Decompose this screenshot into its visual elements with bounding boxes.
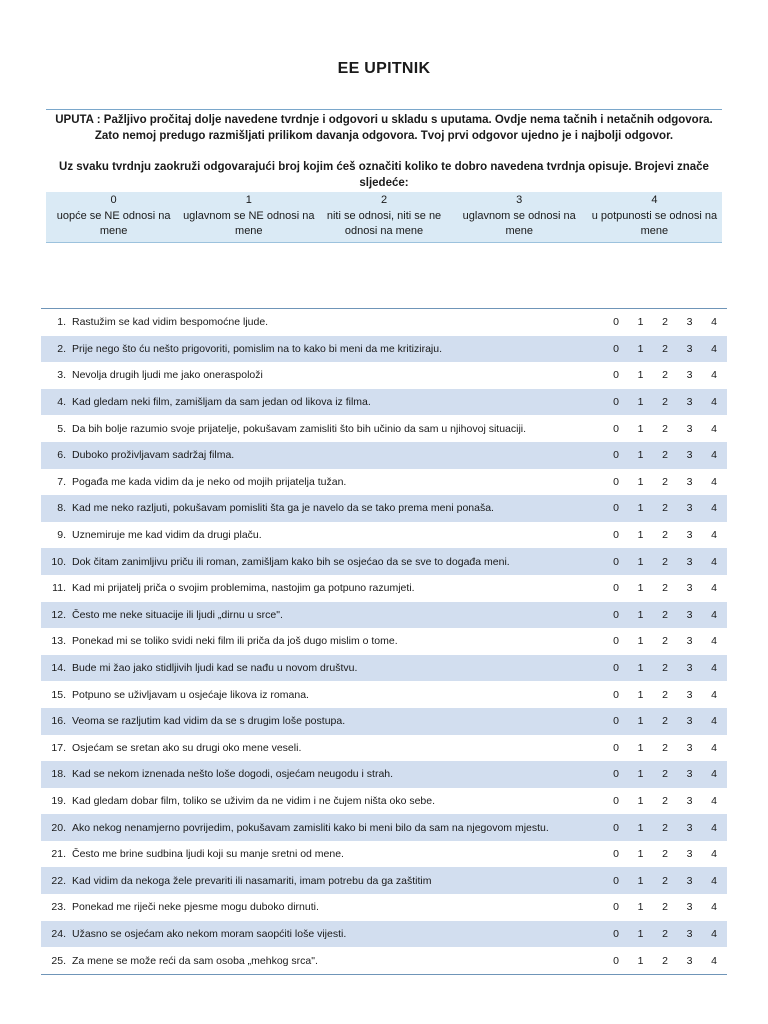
rating-option-1[interactable]: 1 — [637, 821, 644, 834]
item-number: 22. — [51, 874, 66, 887]
rating-option-0[interactable]: 0 — [613, 316, 619, 329]
item-statement: Ponekad mi se toliko svidi neki film ili priča da još dugo mislim o tome. — [72, 635, 398, 648]
rating-option-4[interactable]: 4 — [711, 502, 717, 515]
table-row — [41, 522, 727, 549]
rating-option-4[interactable]: 4 — [711, 954, 717, 967]
rating-options — [609, 502, 727, 514]
rating-options — [609, 609, 727, 621]
rating-option-2[interactable]: 2 — [662, 555, 668, 568]
item-statement: Prije nego što ću nešto prigovoriti, pomislim na to kako bi meni da me kritiziraju. — [72, 342, 442, 355]
rating-options — [609, 396, 727, 408]
item-number: 15. — [51, 688, 66, 701]
rating-option-2[interactable]: 2 — [662, 848, 668, 861]
table-row — [41, 336, 727, 363]
item-statement: Kad vidim da nekoga žele prevariti ili nasamariti, imam potrebu da ga zaštitim — [72, 874, 432, 887]
rating-option-1[interactable]: 1 — [637, 874, 644, 887]
table-row — [41, 575, 727, 602]
table-row — [41, 628, 727, 655]
item-number: 5. — [57, 422, 66, 435]
rating-options — [609, 556, 727, 568]
scale-option-2 — [316, 192, 451, 242]
rating-option-4[interactable]: 4 — [711, 927, 717, 940]
rating-option-2[interactable]: 2 — [662, 529, 668, 542]
item-statement: Kad gledam neki film, zamišljam da sam jedan od likova iz filma. — [72, 396, 371, 409]
item-number: 21. — [51, 848, 66, 861]
rating-option-2[interactable]: 2 — [662, 688, 668, 701]
rating-option-3[interactable]: 3 — [686, 449, 693, 462]
rating-option-0[interactable]: 0 — [613, 954, 619, 967]
rating-option-2[interactable]: 2 — [662, 396, 668, 409]
rating-option-2[interactable]: 2 — [662, 874, 668, 887]
rating-options — [609, 662, 727, 674]
rating-option-3[interactable]: 3 — [686, 529, 693, 542]
rating-option-0[interactable]: 0 — [613, 369, 619, 382]
rating-option-4[interactable]: 4 — [711, 874, 717, 887]
item-number: 16. — [51, 715, 66, 728]
item-statement: Često me brine sudbina ljudi koji su manje sretni od mene. — [72, 848, 344, 861]
item-number: 14. — [51, 662, 66, 675]
questionnaire-table — [41, 308, 727, 975]
rating-option-4[interactable]: 4 — [711, 741, 717, 754]
rating-options — [609, 955, 727, 967]
item-number: 7. — [57, 475, 66, 488]
rating-option-1[interactable]: 1 — [637, 396, 644, 409]
rating-option-1[interactable]: 1 — [637, 954, 644, 967]
rating-option-1[interactable]: 1 — [637, 662, 644, 675]
scale-number: 1 — [245, 194, 252, 206]
rating-option-0[interactable]: 0 — [613, 502, 619, 515]
rating-option-1[interactable]: 1 — [637, 422, 644, 435]
rating-option-2[interactable]: 2 — [662, 821, 668, 834]
item-statement: Veoma se razljutim kad vidim da se s drugim loše postupa. — [72, 715, 346, 728]
rating-scale-legend — [46, 192, 722, 243]
rating-option-0[interactable]: 0 — [613, 608, 619, 621]
rating-option-4[interactable]: 4 — [711, 821, 717, 834]
rating-option-4[interactable]: 4 — [711, 582, 717, 595]
item-number: 11. — [52, 582, 66, 595]
rating-option-2[interactable]: 2 — [662, 316, 668, 329]
rating-option-1[interactable]: 1 — [637, 555, 644, 568]
table-row — [41, 788, 727, 815]
item-statement: Rastužim se kad vidim bespomoćne ljude. — [72, 316, 269, 329]
rating-option-3[interactable]: 3 — [686, 848, 693, 861]
rating-option-3[interactable]: 3 — [686, 901, 693, 914]
rating-options — [609, 529, 727, 541]
table-row — [41, 469, 727, 496]
rating-option-3[interactable]: 3 — [686, 582, 693, 595]
rating-option-2[interactable]: 2 — [662, 794, 668, 807]
rating-option-2[interactable]: 2 — [662, 954, 668, 967]
rating-option-4[interactable]: 4 — [711, 901, 717, 914]
item-statement: Uznemiruje me kad vidim da drugi plaču. — [72, 529, 262, 542]
rating-options — [609, 928, 727, 940]
rating-option-3[interactable]: 3 — [686, 369, 693, 382]
rating-option-1[interactable]: 1 — [637, 794, 644, 807]
rating-option-0[interactable]: 0 — [613, 715, 619, 728]
rating-option-3[interactable]: 3 — [686, 555, 693, 568]
rating-options — [609, 715, 727, 727]
scale-label: uopće se NE odnosi na mene — [56, 209, 171, 237]
rating-option-1[interactable]: 1 — [637, 741, 644, 754]
rating-options — [609, 689, 727, 701]
instructions-paragraph-2: Uz svaku tvrdnju zaokruži odgovarajući broj kojim ćeš označiti koliko te dobro navedena tvrdnja opisuje. Brojevi znače sljedeće: — [59, 161, 709, 189]
table-row — [41, 309, 727, 336]
table-row — [41, 681, 727, 708]
item-number: 6. — [57, 449, 66, 462]
item-statement: Osjećam se sretan ako su drugi oko mene veseli. — [72, 741, 302, 754]
item-number: 1. — [57, 316, 66, 329]
rating-option-3[interactable]: 3 — [686, 422, 693, 435]
table-row — [41, 814, 727, 841]
rating-option-4[interactable]: 4 — [711, 342, 717, 355]
rating-option-4[interactable]: 4 — [711, 688, 717, 701]
rating-option-3[interactable]: 3 — [686, 316, 693, 329]
item-statement: Bude mi žao jako stidljivih ljudi kad se nađu u novom društvu. — [72, 662, 358, 675]
table-row — [41, 442, 727, 469]
rating-option-1[interactable]: 1 — [637, 475, 644, 488]
rating-option-4[interactable]: 4 — [711, 529, 717, 542]
item-number: 8. — [57, 502, 66, 515]
table-row — [41, 841, 727, 868]
rating-option-1[interactable]: 1 — [637, 927, 644, 940]
rating-options — [609, 848, 727, 860]
rating-options — [609, 582, 727, 594]
item-statement: Potpuno se uživljavam u osjećaje likova iz romana. — [72, 688, 309, 701]
scale-label: niti se odnosi, niti se ne odnosi na mene — [326, 209, 442, 237]
rating-option-4[interactable]: 4 — [711, 715, 717, 728]
rating-option-1[interactable]: 1 — [637, 449, 644, 462]
rating-option-2[interactable]: 2 — [662, 582, 668, 595]
rating-option-3[interactable]: 3 — [686, 768, 693, 781]
rating-option-1[interactable]: 1 — [637, 715, 644, 728]
rating-option-2[interactable]: 2 — [662, 475, 668, 488]
rating-options — [609, 768, 727, 780]
rating-option-0[interactable]: 0 — [613, 821, 619, 834]
rating-options — [609, 742, 727, 754]
table-row — [41, 495, 727, 522]
item-number: 4. — [57, 396, 66, 409]
item-statement: Nevolja drugih ljudi me jako oneraspoloži — [72, 369, 263, 382]
rating-options — [609, 635, 727, 647]
rating-option-1[interactable]: 1 — [637, 369, 644, 382]
rating-option-4[interactable]: 4 — [711, 635, 717, 648]
item-statement: Kad me neko razljuti, pokušavam pomisliti šta ga je navelo da se tako prema meni ponaša. — [72, 502, 494, 515]
rating-options — [609, 449, 727, 461]
item-number: 20. — [51, 821, 66, 834]
rating-options — [609, 901, 727, 913]
table-row — [41, 921, 727, 948]
rating-option-0[interactable]: 0 — [613, 582, 619, 595]
instructions-paragraph-1: UPUTA : Pažljivo pročitaj dolje navedene tvrdnje i odgovori u skladu s uputama. Ovdje nema tačnih i netačnih odgovora. Zato nemoj predugo razmišljati prilikom davanja odgovora. Tvoj prvi odgovor ujedno je i najbolji odgovor. — [55, 114, 713, 142]
page-title: EE UPITNIK — [337, 60, 431, 77]
rating-option-2[interactable]: 2 — [662, 715, 668, 728]
rating-option-0[interactable]: 0 — [613, 848, 619, 861]
rating-option-4[interactable]: 4 — [711, 794, 717, 807]
rating-options — [609, 369, 727, 381]
rating-option-1[interactable]: 1 — [637, 582, 644, 595]
item-number: 18. — [51, 768, 66, 781]
rating-option-3[interactable]: 3 — [686, 608, 693, 621]
rating-option-0[interactable]: 0 — [613, 449, 619, 462]
rating-option-0[interactable]: 0 — [613, 927, 619, 940]
item-number: 13. — [51, 635, 66, 648]
table-row — [41, 389, 727, 416]
rating-option-0[interactable]: 0 — [613, 874, 619, 887]
rating-option-1[interactable]: 1 — [637, 688, 644, 701]
item-statement: Kad mi prijatelj priča o svojim problemima, nastojim ga potpuno razumjeti. — [72, 582, 415, 595]
rating-option-0[interactable]: 0 — [613, 662, 619, 675]
table-row — [41, 735, 727, 762]
rating-option-2[interactable]: 2 — [662, 449, 668, 462]
item-number: 10. — [51, 555, 66, 568]
rating-option-3[interactable]: 3 — [686, 874, 693, 887]
table-row — [41, 867, 727, 894]
item-statement: Ponekad me riječi neke pjesme mogu duboko dirnuti. — [72, 901, 319, 914]
scale-option-0 — [46, 192, 181, 242]
table-row — [41, 415, 727, 442]
rating-option-2[interactable]: 2 — [662, 422, 668, 435]
scale-option-1 — [181, 192, 316, 242]
rating-option-1[interactable]: 1 — [637, 768, 644, 781]
rating-option-2[interactable]: 2 — [662, 927, 668, 940]
scale-number: 4 — [651, 194, 658, 206]
rating-option-4[interactable]: 4 — [711, 848, 717, 861]
item-number: 23. — [51, 901, 66, 914]
rating-option-4[interactable]: 4 — [711, 475, 717, 488]
rating-option-3[interactable]: 3 — [686, 741, 693, 754]
rating-option-2[interactable]: 2 — [662, 662, 668, 675]
scale-number: 2 — [380, 194, 388, 206]
scale-label: u potpunosti se odnosi na mene — [591, 209, 718, 237]
rating-option-4[interactable]: 4 — [711, 608, 717, 621]
rating-option-0[interactable]: 0 — [613, 768, 619, 781]
rating-option-0[interactable]: 0 — [613, 342, 619, 355]
rating-option-2[interactable]: 2 — [662, 369, 668, 382]
table-row — [41, 548, 727, 575]
rating-option-1[interactable]: 1 — [637, 529, 644, 542]
scale-label: uglavnom se odnosi na mene — [462, 209, 576, 237]
instructions — [46, 109, 722, 191]
item-number: 25. — [51, 954, 66, 967]
rating-option-4[interactable]: 4 — [711, 316, 717, 329]
rating-option-0[interactable]: 0 — [613, 555, 619, 568]
scale-option-3 — [452, 192, 587, 242]
rating-option-3[interactable]: 3 — [686, 342, 693, 355]
item-number: 12. — [51, 608, 66, 621]
rating-option-2[interactable]: 2 — [662, 901, 668, 914]
item-statement: Kad gledam dobar film, toliko se uživim da ne vidim i ne čujem ništa oko sebe. — [72, 794, 436, 807]
item-statement: Kad se nekom iznenada nešto loše dogodi, osjećam neugodu i strah. — [72, 768, 394, 781]
rating-option-0[interactable]: 0 — [613, 396, 619, 409]
rating-option-2[interactable]: 2 — [662, 608, 668, 621]
rating-option-0[interactable]: 0 — [613, 901, 619, 914]
rating-option-3[interactable]: 3 — [686, 502, 693, 515]
rating-option-0[interactable]: 0 — [613, 475, 619, 488]
table-row — [41, 655, 727, 682]
rating-option-4[interactable]: 4 — [711, 369, 717, 382]
table-row — [41, 894, 727, 921]
rating-option-0[interactable]: 0 — [613, 635, 619, 648]
rating-option-3[interactable]: 3 — [686, 475, 693, 488]
rating-option-4[interactable]: 4 — [711, 449, 717, 462]
rating-option-0[interactable]: 0 — [613, 741, 619, 754]
rating-option-1[interactable]: 1 — [637, 635, 644, 648]
item-statement: Užasno se osjećam ako nekom moram saopćiti loše vijesti. — [72, 927, 347, 940]
rating-option-1[interactable]: 1 — [637, 316, 644, 329]
rating-options — [609, 343, 727, 355]
item-statement: Duboko proživljavam sadržaj filma. — [72, 449, 235, 462]
rating-options — [609, 795, 727, 807]
rating-option-4[interactable]: 4 — [711, 555, 717, 568]
rating-option-2[interactable]: 2 — [662, 741, 668, 754]
scale-number: 0 — [110, 194, 117, 206]
rating-options — [609, 316, 727, 328]
rating-option-0[interactable]: 0 — [613, 422, 619, 435]
item-statement: Za mene se može reći da sam osoba „mehkog srca". — [72, 954, 318, 967]
item-statement: Da bih bolje razumio svoje prijatelje, pokušavam zamisliti što bih učinio da sam u njihovoj situaciji. — [72, 422, 527, 435]
rating-options — [609, 476, 727, 488]
rating-option-4[interactable]: 4 — [711, 768, 717, 781]
rating-option-3[interactable]: 3 — [686, 662, 693, 675]
rating-option-3[interactable]: 3 — [686, 396, 693, 409]
rating-option-1[interactable]: 1 — [637, 342, 644, 355]
table-row — [41, 362, 727, 389]
item-number: 3. — [57, 369, 66, 382]
rating-option-1[interactable]: 1 — [637, 848, 644, 861]
scale-label: uglavnom se NE odnosi na mene — [183, 209, 315, 237]
rating-option-1[interactable]: 1 — [637, 608, 644, 621]
rating-option-4[interactable]: 4 — [711, 422, 717, 435]
table-row — [41, 708, 727, 735]
rating-option-3[interactable]: 3 — [686, 954, 693, 967]
rating-option-2[interactable]: 2 — [662, 502, 668, 515]
rating-option-1[interactable]: 1 — [637, 502, 644, 515]
rating-option-4[interactable]: 4 — [711, 662, 717, 675]
item-statement: Ako nekog nenamjerno povrijedim, pokušavam zamisliti kako bi meni bilo da sam na njegovom mjestu. — [72, 821, 549, 834]
table-row — [41, 761, 727, 788]
table-row — [41, 602, 727, 629]
scale-option-4 — [587, 192, 722, 242]
item-statement: Često me neke situacije ili ljudi „dirnu u srce". — [72, 608, 283, 621]
item-statement: Pogađa me kada vidim da je neko od mojih prijatelja tužan. — [72, 475, 347, 488]
rating-option-3[interactable]: 3 — [686, 635, 693, 648]
rating-option-4[interactable]: 4 — [711, 396, 717, 409]
rating-option-2[interactable]: 2 — [662, 342, 668, 355]
item-statement: Dok čitam zanimljivu priču ili roman, zamišljam kako bih se osjećao da se sve to događa meni. — [72, 555, 510, 568]
rating-option-3[interactable]: 3 — [686, 688, 693, 701]
item-number: 9. — [57, 529, 66, 542]
rating-options — [609, 875, 727, 887]
item-number: 2. — [57, 342, 66, 355]
rating-option-3[interactable]: 3 — [686, 715, 693, 728]
rating-option-3[interactable]: 3 — [686, 794, 693, 807]
rating-option-0[interactable]: 0 — [613, 688, 619, 701]
rating-option-1[interactable]: 1 — [637, 901, 644, 914]
rating-option-3[interactable]: 3 — [686, 821, 693, 834]
item-number: 24. — [51, 927, 66, 940]
rating-option-2[interactable]: 2 — [662, 635, 668, 648]
rating-option-3[interactable]: 3 — [686, 927, 693, 940]
scale-number: 3 — [516, 194, 523, 206]
rating-option-0[interactable]: 0 — [613, 529, 619, 542]
item-number: 19. — [51, 794, 66, 807]
rating-option-2[interactable]: 2 — [662, 768, 668, 781]
rating-option-0[interactable]: 0 — [613, 794, 619, 807]
item-number: 17. — [51, 741, 66, 754]
table-row — [41, 947, 727, 974]
rating-options — [609, 423, 727, 435]
rating-options — [609, 822, 727, 834]
